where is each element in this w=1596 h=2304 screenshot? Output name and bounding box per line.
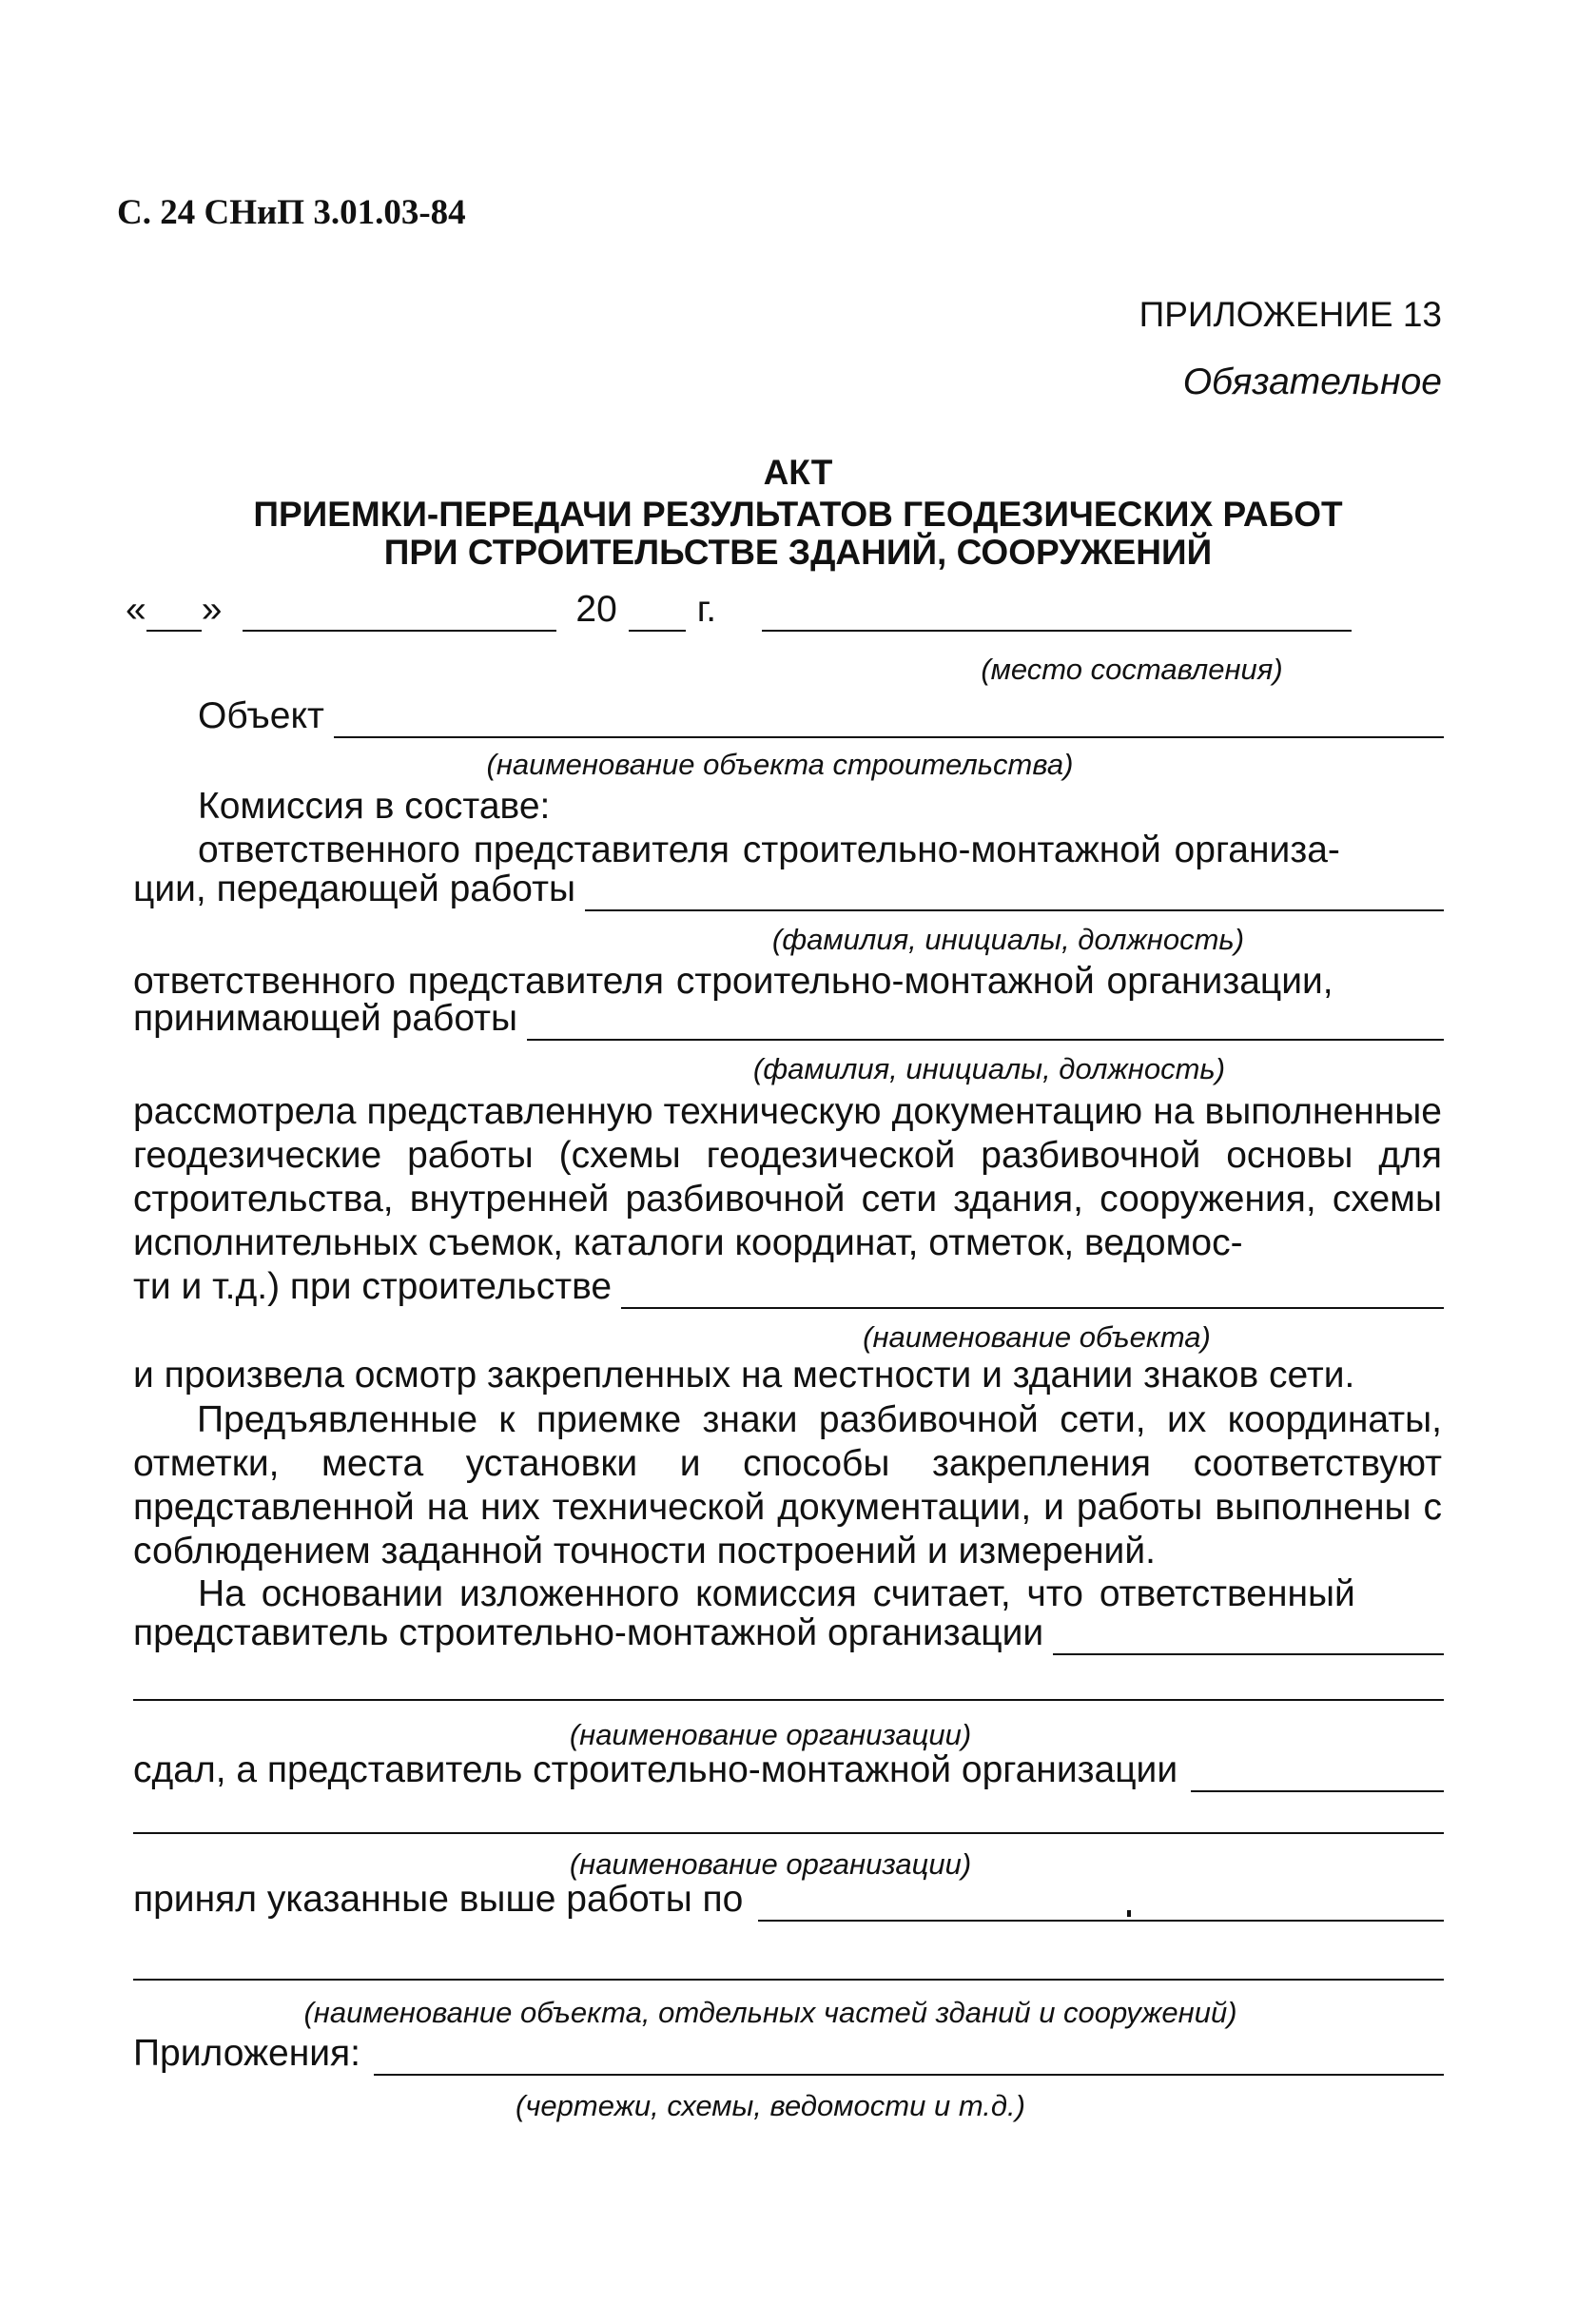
review-object-caption: (наименование объекта) [863, 1320, 1211, 1354]
commission-intro: Комиссия в составе: [198, 786, 551, 827]
organization-2-caption: (наименование организации) [569, 1847, 972, 1881]
document-subtitle-line-1: ПРИЕМКИ-ПЕРЕДАЧИ РЕЗУЛЬТАТОВ ГЕОДЕЗИЧЕСКИХ РАБОТ [253, 495, 1343, 534]
conformity-paragraph: Предъявленные к приемке знаки разбивочной сети, их координаты, отметки, места установки и способы закрепления соответствуют представленной на них технической документации, и работы выполнены с соблюдением заданной точности построений и измерений. [133, 1399, 1442, 1572]
conclusion-text: На основании изложенного комиссия считает, что ответственный [198, 1573, 1355, 1614]
handed-over-blank[interactable] [1191, 1758, 1444, 1792]
representative-2-row [133, 997, 1444, 1041]
year-prefix: 20 [575, 589, 617, 630]
conclusion-label: представитель строительно-монтажной организации [133, 1612, 1044, 1653]
attachments-blank[interactable] [374, 2041, 1444, 2076]
place-caption: (место составления) [981, 653, 1283, 686]
review-object-label: ти и т.д.) при строительстве [133, 1266, 613, 1307]
year-suffix: г. [696, 589, 717, 630]
object-row [198, 694, 1444, 738]
review-object-row [133, 1265, 1444, 1309]
representative-2-caption: (фамилия, инициалы, должность) [752, 1052, 1226, 1085]
representative-2-label: принимающей работы [133, 998, 518, 1039]
organization-1-line[interactable] [133, 1699, 1444, 1701]
day-open-quote: « [126, 589, 146, 630]
accepted-row [133, 1878, 1444, 1922]
representative-1-blank[interactable] [585, 877, 1444, 911]
object-label: Объект [198, 695, 324, 736]
handed-over-row [133, 1748, 1444, 1792]
accepted-blank-tick [1127, 1910, 1131, 1917]
year-blank[interactable] [629, 597, 686, 632]
organization-2-line[interactable] [133, 1832, 1444, 1834]
place-blank[interactable] [762, 597, 1352, 632]
month-blank[interactable] [243, 597, 556, 632]
accepted-label: принял указанные выше работы по [133, 1879, 744, 1920]
conclusion-blank[interactable] [1053, 1621, 1444, 1655]
object-caption: (наименование объекта строительства) [486, 748, 1074, 781]
review-paragraph: рассмотрела представленную техническую документацию на выполненные геодезические работы (схемы геодезической разбивочной основы для строительства, внутренней разбивочной сети здания, сооружения, схемы исполнительных съемок, каталоги координат, отметок, ведомос- [133, 1091, 1442, 1263]
date-row [126, 588, 1429, 632]
representative-2-blank[interactable] [527, 1006, 1444, 1041]
representative-1-label: ции, передающей работы [133, 869, 576, 909]
organization-1-caption: (наименование организации) [569, 1718, 972, 1751]
handed-over-label: сдал, а представитель строительно-монтажной организации [133, 1749, 1178, 1790]
representative-1-text: ответственного представителя строительно-монтажной организа- [198, 830, 1340, 870]
document-subtitle-line-2: ПРИ СТРОИТЕЛЬСТВЕ ЗДАНИЙ, СООРУЖЕНИЙ [383, 533, 1213, 572]
appendix-label: ПРИЛОЖЕНИЕ 13 [1139, 295, 1442, 334]
representative-2-text: ответственного представителя строительно-монтажной организации, [133, 961, 1333, 1002]
object-blank[interactable] [334, 704, 1444, 738]
works-caption: (наименование объекта, отдельных частей зданий и сооружений) [303, 1996, 1237, 2029]
document-title: АКТ [763, 453, 833, 492]
day-close-quote: » [201, 589, 223, 630]
day-blank[interactable] [146, 597, 202, 632]
works-line[interactable] [133, 1979, 1444, 1981]
attachments-label: Приложения: [133, 2033, 361, 2074]
inspection-text: и произвела осмотр закрепленных на местности и здании знаков сети. [133, 1355, 1355, 1396]
page-header-reference: С. 24 СНиП 3.01.03-84 [117, 193, 466, 232]
attachments-caption: (чертежи, схемы, ведомости и т.д.) [516, 2089, 1025, 2122]
conclusion-row [133, 1611, 1444, 1655]
accepted-blank[interactable] [758, 1887, 1444, 1922]
attachments-row [133, 2032, 1444, 2076]
review-object-blank[interactable] [621, 1275, 1444, 1309]
representative-1-row [133, 868, 1444, 911]
representative-1-caption: (фамилия, инициалы, должность) [771, 923, 1245, 956]
appendix-status: Обязательное [1182, 361, 1442, 402]
